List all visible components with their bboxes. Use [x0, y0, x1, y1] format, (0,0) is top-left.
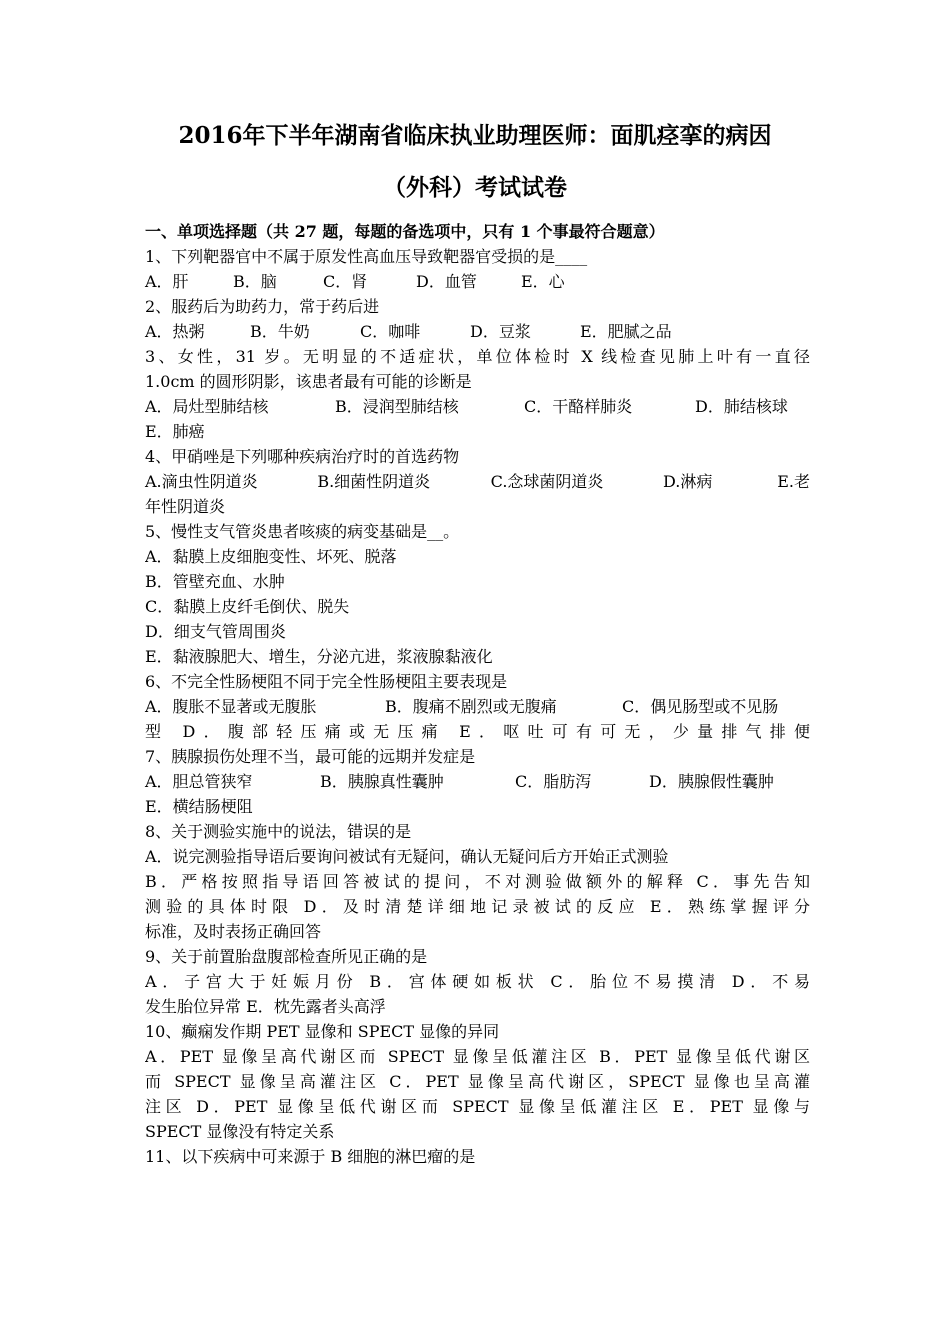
- option-e: E．心: [521, 272, 565, 291]
- question-5-option-d: D．细支气管周围炎: [145, 622, 286, 641]
- option-c: C.念球菌阴道炎: [490, 472, 604, 491]
- document-title-line-1: 2016年下半年湖南省临床执业助理医师：面肌痉挛的病因: [178, 122, 772, 149]
- question-1-options: [145, 269, 810, 294]
- option-a: A．腹胀不显著或无腹胀: [145, 697, 317, 716]
- option-b: B.细菌性阴道炎: [317, 472, 431, 491]
- question-10-line-d: SPECT 显像没有特定关系: [145, 1122, 335, 1141]
- option-c: C．咖啡: [360, 322, 421, 341]
- question-10-stem: 10、癫痫发作期 PET 显像和 SPECT 显像的异同: [145, 1022, 500, 1041]
- question-11-stem: 11、以下疾病中可来源于 B 细胞的淋巴瘤的是: [145, 1147, 476, 1166]
- question-10-line-a: A．PET 显像呈高代谢区而 SPECT 显像呈低灌注区 B．PET 显像呈低代谢区: [145, 1047, 810, 1066]
- question-4-options-line-2: 年性阴道炎: [145, 497, 226, 516]
- question-4-options: [145, 469, 810, 494]
- option-d: D．肺结核球: [695, 397, 788, 416]
- question-8-stem: 8、关于测验实施中的说法，错误的是: [145, 822, 412, 841]
- option-c: C．偶见肠型或不见肠: [622, 697, 779, 716]
- question-8-line-b: B．严格按照指导语回答被试的提问，不对测验做额外的解释 C．事先告知: [145, 872, 810, 891]
- question-4-stem: 4、甲硝唑是下列哪种疾病治疗时的首选药物: [145, 447, 460, 466]
- option-a: A．肝: [145, 272, 189, 291]
- option-a: A．热粥: [145, 322, 205, 341]
- option-d: D．血管: [416, 272, 477, 291]
- question-7-options: [145, 769, 810, 794]
- option-e: E．肥腻之品: [580, 322, 672, 341]
- option-c: C．脂肪泻: [515, 772, 592, 791]
- question-6-options-line-2: 型 D．腹部轻压痛或无压痛 E．呕吐可有可无，少量排气排便: [145, 722, 810, 741]
- question-10-line-c: 注区 D．PET 显像呈低代谢区而 SPECT 显像呈低灌注区 E．PET 显像与: [145, 1097, 810, 1116]
- question-2-options: [145, 319, 810, 344]
- question-9-line-b: 发生胎位异常 E．枕先露者头高浮: [145, 997, 386, 1016]
- option-b: B．胰腺真性囊肿: [320, 772, 444, 791]
- question-5-stem: 5、慢性支气管炎患者咳痰的病变基础是__。: [145, 522, 460, 541]
- option-d: D.淋病: [662, 472, 713, 491]
- option-b: B．腹痛不剧烈或无腹痛: [385, 697, 557, 716]
- question-3-option-e: E．肺癌: [145, 422, 205, 441]
- option-c: C．干酪样肺炎: [524, 397, 633, 416]
- option-b: B．浸润型肺结核: [335, 397, 459, 416]
- question-5-option-b: B．管壁充血、水肿: [145, 572, 285, 591]
- question-7-option-e: E．横结肠梗阻: [145, 797, 253, 816]
- question-2-stem: 2、服药后为助药力，常于药后进: [145, 297, 380, 316]
- question-6-stem: 6、不完全性肠梗阻不同于完全性肠梗阻主要表现是: [145, 672, 508, 691]
- question-3-stem-line-1: 3、女性，31 岁。无明显的不适症状，单位体检时 X 线检查见肺上叶有一直径: [145, 347, 810, 366]
- option-e: E.老: [777, 472, 810, 491]
- question-9-line-a: A．子宫大于妊娠月份 B．宫体硬如板状 C．胎位不易摸清 D．不易: [145, 972, 810, 991]
- document-title-line-2: （外科）考试试卷: [383, 174, 567, 201]
- option-d: D．胰腺假性囊肿: [649, 772, 774, 791]
- option-b: B．脑: [233, 272, 277, 291]
- question-10-line-b: 而 SPECT 显像呈高灌注区 C．PET 显像呈高代谢区，SPECT 显像也呈高灌: [145, 1072, 810, 1091]
- option-c: C．肾: [323, 272, 368, 291]
- question-5-option-c: C．黏膜上皮纤毛倒伏、脱失: [145, 597, 350, 616]
- option-b: B．牛奶: [250, 322, 310, 341]
- question-9-stem: 9、关于前置胎盘腹部检查所见正确的是: [145, 947, 428, 966]
- question-8-line-a: A．说完测验指导语后要询问被试有无疑问，确认无疑问后方开始正式测验: [145, 847, 669, 866]
- question-7-stem: 7、胰腺损伤处理不当，最可能的远期并发症是: [145, 747, 476, 766]
- exam-content: [145, 219, 810, 1169]
- question-1-stem: 1、下列靶器官中不属于原发性高血压导致靶器官受损的是____: [145, 247, 588, 266]
- question-3-options: [145, 394, 810, 419]
- section-heading: 一、单项选择题（共 27 题，每题的备选项中，只有 1 个事最符合题意）: [145, 222, 665, 241]
- question-8-line-c: 测验的具体时限 D．及时清楚详细地记录被试的反应 E．熟练掌握评分: [145, 897, 810, 916]
- question-6-options: [145, 694, 810, 719]
- option-a: A．胆总管狭窄: [145, 772, 253, 791]
- question-5-option-a: A．黏膜上皮细胞变性、坏死、脱落: [145, 547, 397, 566]
- question-8-line-d: 标准，及时表扬正确回答: [145, 922, 322, 941]
- question-3-stem-line-2: 1.0cm 的圆形阴影，该患者最有可能的诊断是: [145, 372, 472, 391]
- option-d: D．豆浆: [470, 322, 531, 341]
- question-5-option-e: E．黏液腺肥大、增生，分泌亢进，浆液腺黏液化: [145, 647, 493, 666]
- option-a: A.滴虫性阴道炎: [145, 472, 258, 491]
- option-a: A．局灶型肺结核: [145, 397, 269, 416]
